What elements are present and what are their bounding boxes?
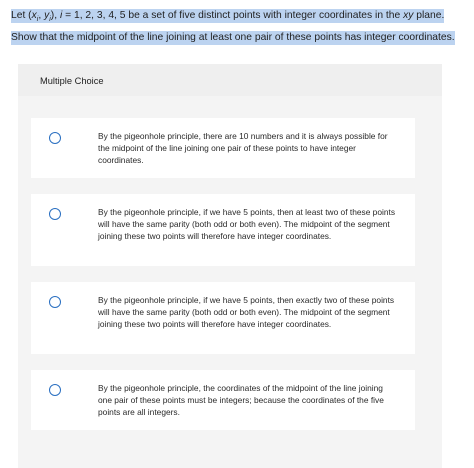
variable-x: x — [31, 10, 37, 21]
question-text-part: plane. — [413, 10, 445, 21]
subscript-i: i — [36, 16, 39, 24]
question-text-part: ), — [50, 10, 60, 21]
answer-option-4[interactable] — [31, 370, 415, 430]
radio-button-icon[interactable] — [49, 208, 61, 220]
variable-y: y — [44, 10, 50, 21]
answer-option-3[interactable] — [31, 282, 415, 354]
radio-button-icon[interactable] — [49, 132, 61, 144]
radio-button-icon[interactable] — [49, 296, 61, 308]
radio-button-icon[interactable] — [49, 384, 61, 396]
variable-i: i — [59, 10, 63, 21]
answer-option-text: By the pigeonhole principle, the coordinates of the midpoint of the line joining one pair of these points must be integers; because the coordinates of the five points are all integers. — [98, 383, 384, 418]
question-line-2 — [11, 30, 455, 45]
question-line-2-highlight: Show that the midpoint of the line joining at least one pair of these points has integer coordinates. — [11, 32, 455, 44]
answer-option-2[interactable] — [31, 194, 415, 266]
card-header — [18, 64, 442, 96]
subscript-i: i — [49, 16, 51, 24]
question-line-1-highlight — [11, 9, 444, 23]
question-line-1 — [11, 8, 445, 27]
answer-option-1[interactable] — [31, 118, 415, 178]
answer-option-text: By the pigeonhole principle, there are 10 numbers and it is always possible for the midpoint of the line joining one pair of these points to have integer coordinates. — [98, 131, 388, 166]
question-text — [11, 8, 455, 45]
question-text-part: , — [38, 10, 45, 21]
variable-xy: xy — [403, 10, 414, 21]
question-text-part: Let ( — [11, 10, 32, 21]
answer-option-text: By the pigeonhole principle, if we have 5 points, then exactly two of these points will have the same parity (both odd or both even). The midpoint of the segment joining these two points will therefore have integer coordinates. — [98, 295, 395, 330]
answer-option-text: By the pigeonhole principle, if we have 5 points, then at least two of these points will have the same parity (both odd or both even). The midpoint of the segment joining these two points will therefore have integer coordinates. — [98, 207, 396, 242]
multiple-choice-card — [18, 64, 442, 468]
question-text-part: = 1, 2, 3, 4, 5 be a set of five distinct points with integer coordinates in the — [62, 10, 404, 21]
multiple-choice-label: Multiple Choice — [40, 76, 104, 86]
